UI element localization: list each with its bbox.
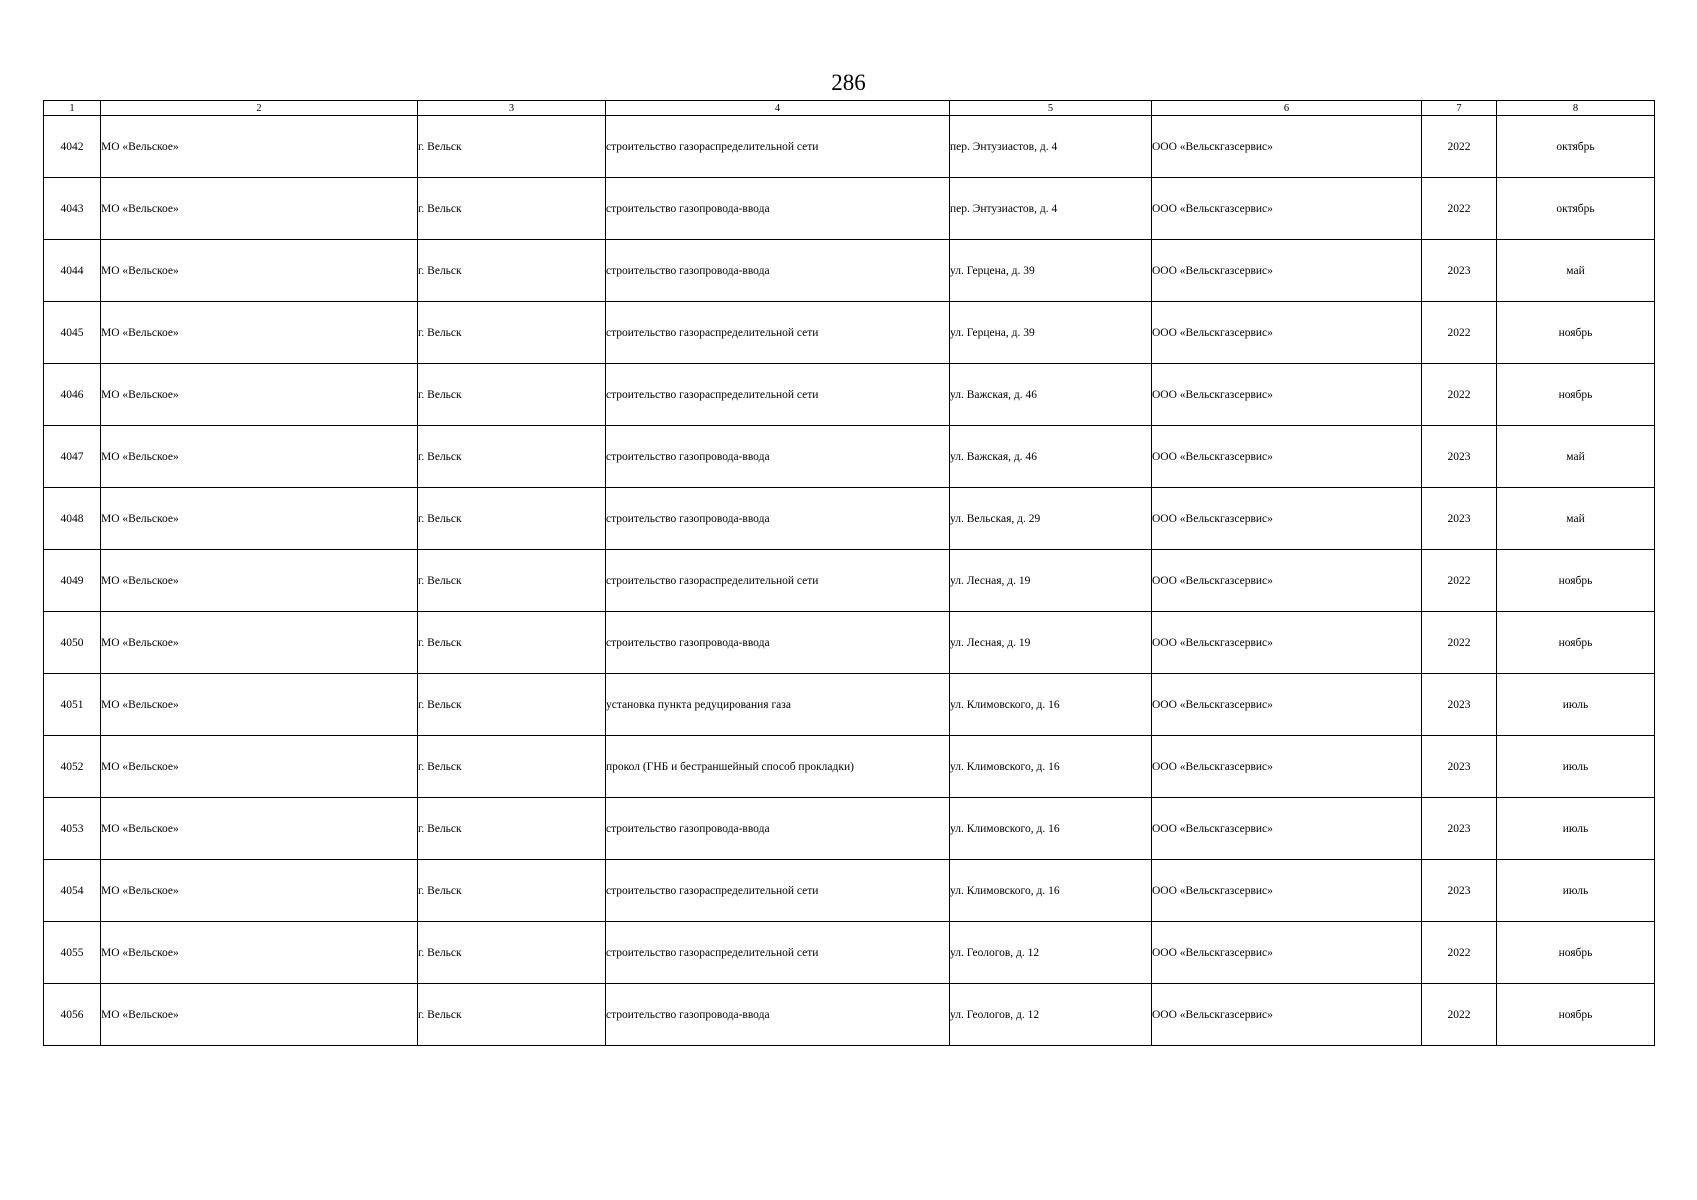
organization-cell: ООО «Вельскгазсервис»	[1152, 178, 1422, 240]
work-type-cell: строительство газопровода-ввода	[606, 798, 950, 860]
organization-cell: ООО «Вельскгазсервис»	[1152, 612, 1422, 674]
address-cell: ул. Вельская, д. 29	[950, 488, 1152, 550]
column-header: 3	[418, 101, 606, 116]
settlement-cell: г. Вельск	[418, 178, 606, 240]
address-cell: ул. Герцена, д. 39	[950, 302, 1152, 364]
work-type-cell: строительство газораспределительной сети	[606, 922, 950, 984]
row-number-cell: 4048	[44, 488, 101, 550]
year-cell: 2022	[1422, 178, 1497, 240]
page-number: 286	[831, 70, 866, 95]
column-header: 7	[1422, 101, 1497, 116]
table-row	[44, 240, 1655, 302]
municipality-cell: МО «Вельское»	[101, 798, 418, 860]
settlement-cell: г. Вельск	[418, 550, 606, 612]
organization-cell: ООО «Вельскгазсервис»	[1152, 426, 1422, 488]
year-cell: 2022	[1422, 922, 1497, 984]
row-number-cell: 4054	[44, 860, 101, 922]
year-cell: 2022	[1422, 364, 1497, 426]
table-row	[44, 860, 1655, 922]
row-number-cell: 4053	[44, 798, 101, 860]
work-type-cell: строительство газораспределительной сети	[606, 364, 950, 426]
row-number-cell: 4049	[44, 550, 101, 612]
municipality-cell: МО «Вельское»	[101, 302, 418, 364]
table-row	[44, 922, 1655, 984]
organization-cell: ООО «Вельскгазсервис»	[1152, 240, 1422, 302]
row-number-cell: 4044	[44, 240, 101, 302]
address-cell: ул. Геологов, д. 12	[950, 984, 1152, 1046]
month-cell: май	[1497, 240, 1655, 302]
year-cell: 2023	[1422, 240, 1497, 302]
month-cell: июль	[1497, 798, 1655, 860]
work-type-cell: строительство газопровода-ввода	[606, 984, 950, 1046]
work-type-cell: строительство газораспределительной сети	[606, 860, 950, 922]
column-header: 2	[101, 101, 418, 116]
year-cell: 2022	[1422, 302, 1497, 364]
settlement-cell: г. Вельск	[418, 116, 606, 178]
settlement-cell: г. Вельск	[418, 426, 606, 488]
municipality-cell: МО «Вельское»	[101, 612, 418, 674]
organization-cell: ООО «Вельскгазсервис»	[1152, 798, 1422, 860]
municipality-cell: МО «Вельское»	[101, 984, 418, 1046]
settlement-cell: г. Вельск	[418, 922, 606, 984]
address-cell: ул. Лесная, д. 19	[950, 550, 1152, 612]
table-row	[44, 178, 1655, 240]
year-cell: 2022	[1422, 550, 1497, 612]
month-cell: май	[1497, 426, 1655, 488]
row-number-cell: 4056	[44, 984, 101, 1046]
row-number-cell: 4047	[44, 426, 101, 488]
table-row	[44, 364, 1655, 426]
data-table	[43, 100, 1655, 1046]
row-number-cell: 4045	[44, 302, 101, 364]
month-cell: октябрь	[1497, 116, 1655, 178]
settlement-cell: г. Вельск	[418, 302, 606, 364]
address-cell: ул. Герцена, д. 39	[950, 240, 1152, 302]
organization-cell: ООО «Вельскгазсервис»	[1152, 984, 1422, 1046]
column-header: 8	[1497, 101, 1655, 116]
row-number-cell: 4055	[44, 922, 101, 984]
municipality-cell: МО «Вельское»	[101, 550, 418, 612]
row-number-cell: 4050	[44, 612, 101, 674]
table-row	[44, 798, 1655, 860]
address-cell: ул. Климовского, д. 16	[950, 736, 1152, 798]
municipality-cell: МО «Вельское»	[101, 488, 418, 550]
address-cell: ул. Важская, д. 46	[950, 364, 1152, 426]
settlement-cell: г. Вельск	[418, 798, 606, 860]
municipality-cell: МО «Вельское»	[101, 116, 418, 178]
table-row	[44, 612, 1655, 674]
municipality-cell: МО «Вельское»	[101, 178, 418, 240]
address-cell: ул. Климовского, д. 16	[950, 860, 1152, 922]
month-cell: июль	[1497, 674, 1655, 736]
work-type-cell: строительство газопровода-ввода	[606, 426, 950, 488]
organization-cell: ООО «Вельскгазсервис»	[1152, 674, 1422, 736]
address-cell: пер. Энтузиастов, д. 4	[950, 178, 1152, 240]
settlement-cell: г. Вельск	[418, 860, 606, 922]
settlement-cell: г. Вельск	[418, 364, 606, 426]
settlement-cell: г. Вельск	[418, 612, 606, 674]
municipality-cell: МО «Вельское»	[101, 860, 418, 922]
organization-cell: ООО «Вельскгазсервис»	[1152, 860, 1422, 922]
month-cell: ноябрь	[1497, 550, 1655, 612]
row-number-cell: 4042	[44, 116, 101, 178]
settlement-cell: г. Вельск	[418, 736, 606, 798]
table-row	[44, 550, 1655, 612]
table-row	[44, 736, 1655, 798]
year-cell: 2023	[1422, 860, 1497, 922]
municipality-cell: МО «Вельское»	[101, 426, 418, 488]
work-type-cell: установка пункта редуцирования газа	[606, 674, 950, 736]
work-type-cell: строительство газопровода-ввода	[606, 240, 950, 302]
municipality-cell: МО «Вельское»	[101, 240, 418, 302]
organization-cell: ООО «Вельскгазсервис»	[1152, 116, 1422, 178]
year-cell: 2023	[1422, 736, 1497, 798]
table-row	[44, 984, 1655, 1046]
table-row	[44, 426, 1655, 488]
work-type-cell: строительство газораспределительной сети	[606, 116, 950, 178]
row-number-cell: 4052	[44, 736, 101, 798]
table-row	[44, 488, 1655, 550]
organization-cell: ООО «Вельскгазсервис»	[1152, 488, 1422, 550]
address-cell: ул. Важская, д. 46	[950, 426, 1152, 488]
settlement-cell: г. Вельск	[418, 674, 606, 736]
row-number-cell: 4051	[44, 674, 101, 736]
month-cell: ноябрь	[1497, 302, 1655, 364]
work-type-cell: строительство газораспределительной сети	[606, 550, 950, 612]
year-cell: 2023	[1422, 674, 1497, 736]
month-cell: октябрь	[1497, 178, 1655, 240]
column-header: 6	[1152, 101, 1422, 116]
column-header: 1	[44, 101, 101, 116]
work-type-cell: строительство газопровода-ввода	[606, 488, 950, 550]
year-cell: 2023	[1422, 798, 1497, 860]
month-cell: ноябрь	[1497, 922, 1655, 984]
year-cell: 2023	[1422, 426, 1497, 488]
address-cell: ул. Лесная, д. 19	[950, 612, 1152, 674]
settlement-cell: г. Вельск	[418, 984, 606, 1046]
table-row	[44, 116, 1655, 178]
work-type-cell: строительство газопровода-ввода	[606, 612, 950, 674]
month-cell: июль	[1497, 736, 1655, 798]
table-row	[44, 674, 1655, 736]
year-cell: 2022	[1422, 612, 1497, 674]
settlement-cell: г. Вельск	[418, 488, 606, 550]
organization-cell: ООО «Вельскгазсервис»	[1152, 550, 1422, 612]
address-cell: пер. Энтузиастов, д. 4	[950, 116, 1152, 178]
address-cell: ул. Климовского, д. 16	[950, 674, 1152, 736]
column-header: 4	[606, 101, 950, 116]
organization-cell: ООО «Вельскгазсервис»	[1152, 922, 1422, 984]
year-cell: 2022	[1422, 984, 1497, 1046]
month-cell: ноябрь	[1497, 364, 1655, 426]
organization-cell: ООО «Вельскгазсервис»	[1152, 364, 1422, 426]
settlement-cell: г. Вельск	[418, 240, 606, 302]
table-body	[44, 116, 1655, 1046]
municipality-cell: МО «Вельское»	[101, 364, 418, 426]
municipality-cell: МО «Вельское»	[101, 674, 418, 736]
year-cell: 2022	[1422, 116, 1497, 178]
column-number-row	[44, 101, 1655, 116]
row-number-cell: 4046	[44, 364, 101, 426]
municipality-cell: МО «Вельское»	[101, 922, 418, 984]
row-number-cell: 4043	[44, 178, 101, 240]
month-cell: ноябрь	[1497, 984, 1655, 1046]
work-type-cell: прокол (ГНБ и бестраншейный способ прокладки)	[606, 736, 950, 798]
column-header: 5	[950, 101, 1152, 116]
month-cell: ноябрь	[1497, 612, 1655, 674]
month-cell: май	[1497, 488, 1655, 550]
organization-cell: ООО «Вельскгазсервис»	[1152, 302, 1422, 364]
organization-cell: ООО «Вельскгазсервис»	[1152, 736, 1422, 798]
table-row	[44, 302, 1655, 364]
work-type-cell: строительство газораспределительной сети	[606, 302, 950, 364]
year-cell: 2023	[1422, 488, 1497, 550]
municipality-cell: МО «Вельское»	[101, 736, 418, 798]
address-cell: ул. Климовского, д. 16	[950, 798, 1152, 860]
address-cell: ул. Геологов, д. 12	[950, 922, 1152, 984]
month-cell: июль	[1497, 860, 1655, 922]
work-type-cell: строительство газопровода-ввода	[606, 178, 950, 240]
